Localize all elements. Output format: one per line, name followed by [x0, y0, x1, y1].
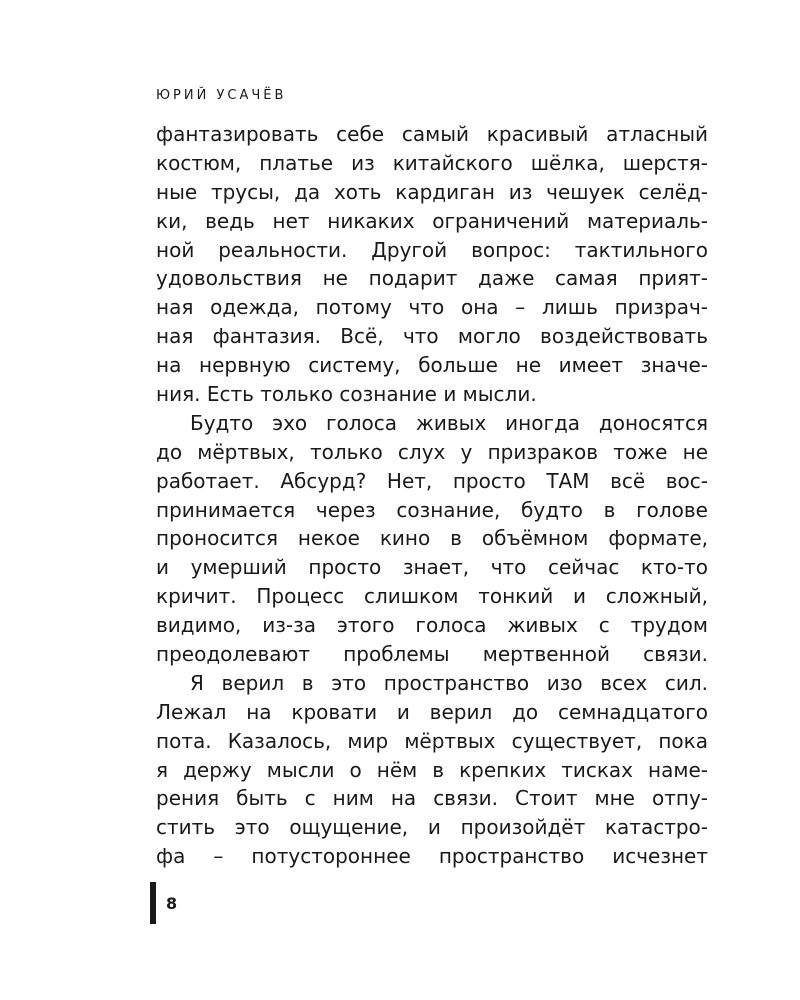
text-line: стить это ощущение, и произойдёт катастро- [156, 815, 708, 840]
paragraph-last-line: ния. Есть только сознание и мысли. [156, 382, 537, 407]
text-line: принимается через сознание, будто в голове [156, 497, 708, 522]
text-line: костюм, платье из китайского шёлка, шерстя- [156, 150, 708, 175]
text-line: преодолевают проблемы мертвенной связи. [156, 642, 708, 667]
text-line: пота. Казалось, мир мёртвых существует, пока [156, 728, 708, 753]
page-folio [150, 882, 177, 924]
text-line: видимо, из-за этого голоса живых с трудом [156, 613, 708, 638]
paragraph-first-line: Я верил в это пространство изо всех сил. [190, 670, 708, 695]
text-line: на нервную систему, больше не имеет значе- [156, 353, 708, 378]
text-line: Лежал на кровати и верил до семнадцатого [156, 699, 708, 724]
text-line: ная фантазия. Всё, что могло воздействовать [156, 324, 708, 349]
body-text [156, 120, 708, 871]
text-line: ки, ведь нет никаких ограничений материаль- [156, 208, 708, 233]
text-line: фа – потустороннее пространство исчезнет [156, 844, 708, 869]
folio-bar [150, 882, 156, 924]
text-line: кричит. Процесс слишком тонкий и сложный, [156, 584, 708, 609]
text-line: ные трусы, да хоть кардиган из чешуек селёд- [156, 179, 708, 204]
text-line: рения быть с ним на связи. Стоит мне отпу- [156, 786, 708, 811]
text-line: до мёртвых, только слух у призраков тоже не [156, 439, 708, 464]
text-line: работает. Абсурд? Нет, просто ТАМ всё вос- [156, 468, 708, 493]
text-line: я держу мысли о нём в крепких тисках наме- [156, 757, 708, 782]
text-line: и умерший просто знает, что сейчас кто-то [156, 555, 708, 580]
text-line: удовольствия не подарит даже самая прият- [156, 266, 708, 291]
text-line: фантазировать себе самый красивый атласный [156, 122, 708, 146]
text-line: проносится некое кино в объёмном формате, [156, 526, 708, 551]
text-line: ной реальности. Другой вопрос: тактильного [156, 237, 708, 262]
page-number: 8 [166, 893, 178, 913]
running-head: ЮРИЙ УСАЧЁВ [156, 88, 287, 103]
text-line: ная одежда, потому что она – лишь призрач- [156, 295, 708, 320]
paragraph-first-line: Будто эхо голоса живых иногда доносятся [190, 410, 708, 435]
